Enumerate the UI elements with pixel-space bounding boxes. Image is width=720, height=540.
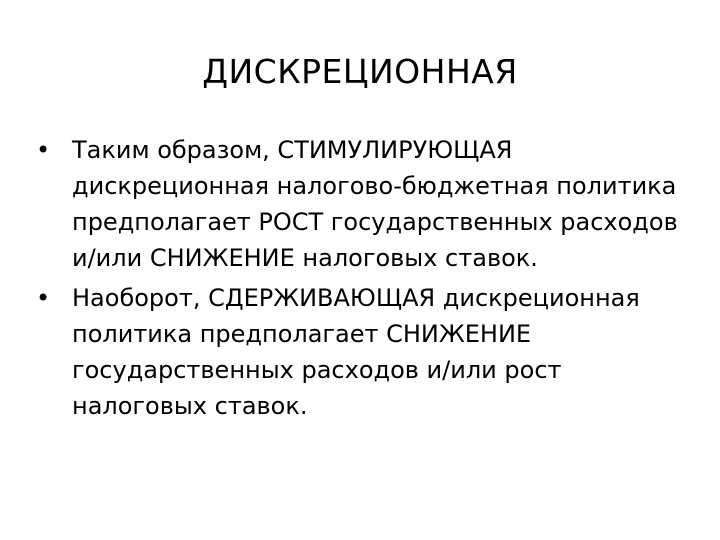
bullet-item-stimulating — [36, 132, 696, 276]
slide-title: ДИСКРЕЦИОННАЯ — [202, 52, 518, 91]
bullet-text: Наоборот, СДЕРЖИВАЮЩАЯ дискреционная политика предполагает СНИЖЕНИЕ государственных расходов и/или рост налоговых ставок. — [72, 284, 640, 420]
bullet-marker: • — [36, 284, 51, 312]
bullet-item-restraining — [36, 280, 696, 424]
bullet-marker: • — [36, 136, 51, 164]
bullet-list — [36, 132, 696, 428]
bullet-text: Таким образом, СТИМУЛИРУЮЩАЯ дискреционная налогово-бюджетная политика предполагает РОСТ государственных расходов и/или СНИЖЕНИЕ налоговых ставок. — [72, 136, 678, 272]
